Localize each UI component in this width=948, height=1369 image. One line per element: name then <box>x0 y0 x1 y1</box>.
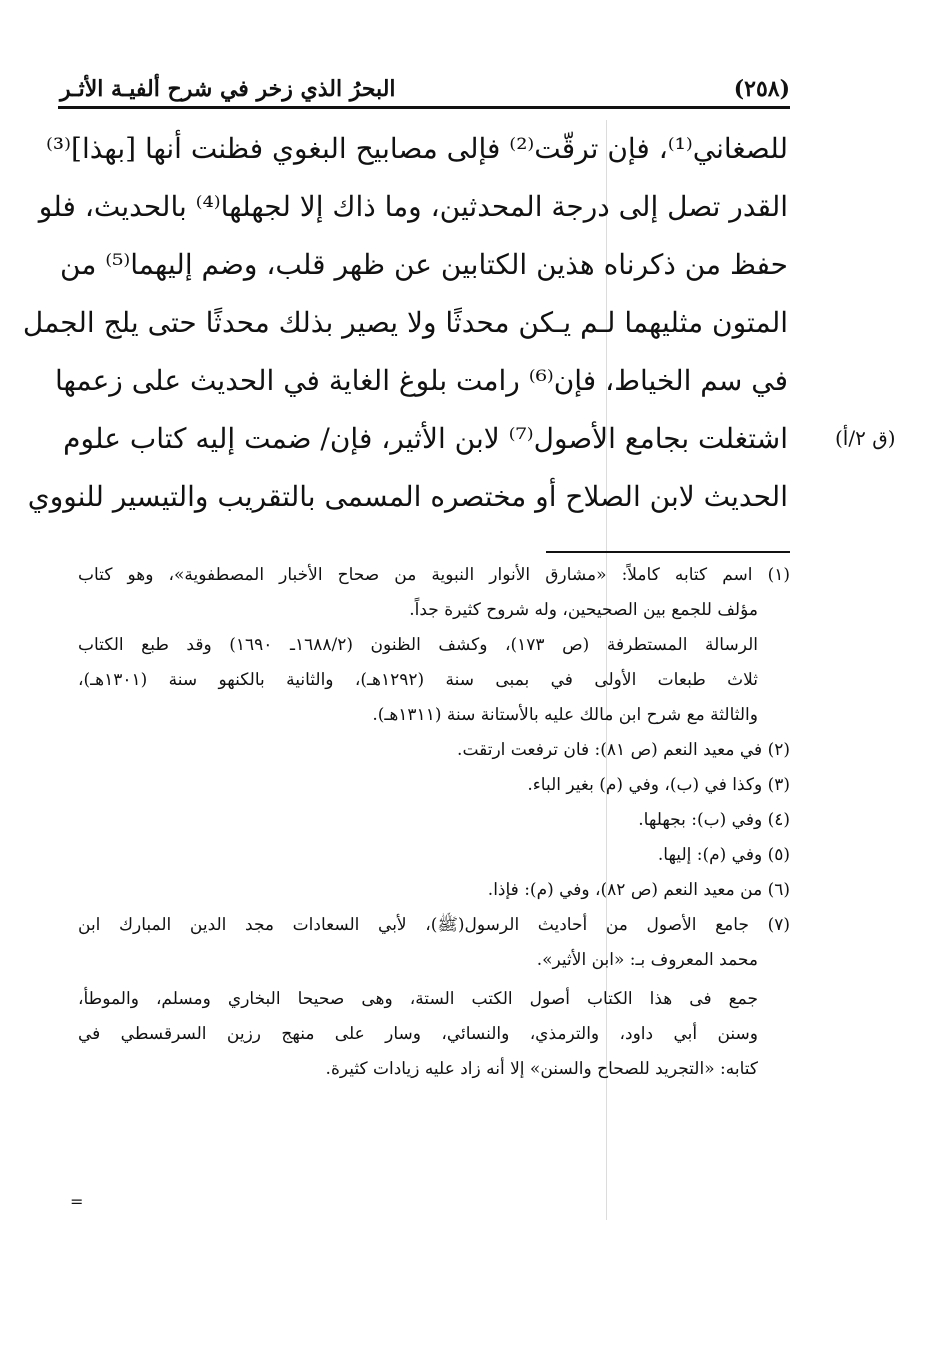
page-number: (٢٥٨) <box>733 76 790 102</box>
footnote-line: (٧) جامع الأصول من أحاديث الرسول(ﷺ)، لأبي السعادات مجد الدين المبارك ابن <box>78 915 790 935</box>
main-line: اشتغلت بجامع الأصول⁽⁷⁾ لابن الأثير، فإن/ ضمت إليه كتاب علوم <box>63 422 788 455</box>
footnote-line: محمد المعروف بـ: «ابن الأثير». <box>536 950 758 970</box>
header-rule <box>58 106 790 109</box>
footnote-line: جمع فى هذا الكتاب أصول الكتب الستة، وهى صحيحا البخاري ومسلم، والموطأ، <box>78 989 758 1009</box>
footnote-line: (٣) وكذا في (ب)، وفي (م) بغير الباء. <box>527 775 790 795</box>
footnote-line: ثلاث طبعات الأولى في بمبى سنة (١٢٩٢هـ)، والثانية بالكنهو سنة (١٣٠١هـ)، <box>78 670 758 690</box>
manuscript-folio-note: (ق ٢/أ) <box>835 426 896 450</box>
footnote-separator <box>546 551 790 553</box>
footnote-line: مؤلف للجمع بين الصحيحين، وله شروح كثيرة جداً. <box>409 600 758 620</box>
main-line: القدر تصل إلى درجة المحدثين، وما ذاك إلا لجهلها⁽⁴⁾ بالحديث، فلو <box>38 190 788 223</box>
main-line: للصغاني⁽¹⁾، فإن ترقّت⁽²⁾ فإلى مصابيح البغوي فظنت أنها [بهذا]⁽³⁾ <box>46 132 788 165</box>
continuation-mark: = <box>70 1192 84 1211</box>
footnotes <box>78 558 790 1087</box>
footnote-line: (١) اسم كتابه كاملاً: «مشارق الأنوار النبوية من صحاح الأخبار المصطفوية»، وهو كتاب <box>78 565 790 585</box>
main-text <box>22 120 788 526</box>
main-line: المتون مثليهما لـم يـكن محدثًا ولا يصير بذلك محدثًا حتى يلج الجمل <box>22 306 788 339</box>
footnote-line: كتابه: «التجريد للصحاح والسنن» إلا أنه زاد عليه زيادات كثيرة. <box>325 1059 758 1079</box>
footnote-line: (٤) وفي (ب): بجهلها. <box>638 810 790 830</box>
page-header <box>60 62 790 102</box>
footnote-line: (٥) وفي (م): إليها. <box>657 845 790 865</box>
footnote-line: الرسالة المستطرفة (ص ١٧٣)، وكشف الظنون (١٦٨٨/٢ـ ١٦٩٠) وقد طبع الكتاب <box>78 635 758 655</box>
running-title: البحرُ الذي زخر في شرح ألفيـة الأثـر <box>60 76 396 102</box>
footnote-line: والثالثة مع شرح ابن مالك عليه بالأستانة سنة (١٣١١هـ). <box>372 705 758 725</box>
main-line: الحديث لابن الصلاح أو مختصره المسمى بالتقريب والتيسير للنووي <box>27 480 788 513</box>
footnote-line: (٢) في معيد النعم (ص ٨١): فان ترفعت ارتقت. <box>457 740 790 760</box>
footnote-line: وسنن أبي داود، والترمذي، والنسائي، وسار على منهج رزين السرقسطي في <box>78 1024 758 1044</box>
footnote-line: (٦) من معيد النعم (ص ٨٢)، وفي (م): فإذا. <box>487 880 790 900</box>
main-line: في سم الخياط، فإن⁽⁶⁾ رامت بلوغ الغاية في الحديث على زعمها <box>54 364 788 397</box>
main-line: حفظ من ذكرناه هذين الكتابين عن ظهر قلب، وضم إليهما⁽⁵⁾ من <box>60 248 788 281</box>
